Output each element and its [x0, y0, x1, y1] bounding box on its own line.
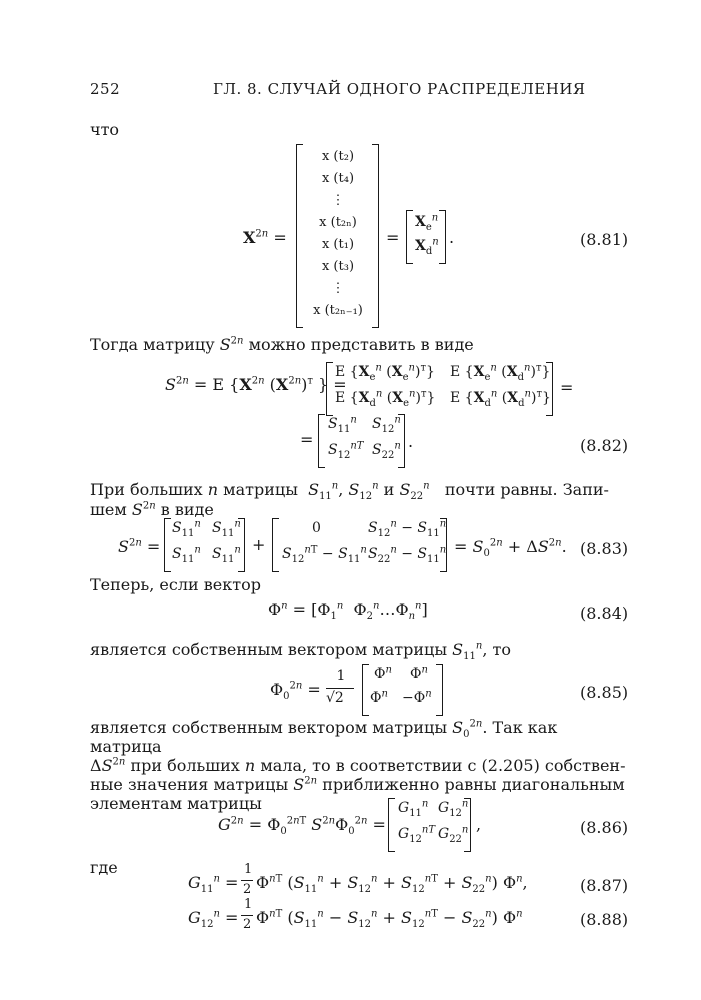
bracket-left	[326, 362, 333, 416]
running-title: ГЛ. 8. СЛУЧАЙ ОДНОГО РАСПРЕДЕЛЕНИЯ	[213, 80, 586, 98]
bracket-right	[238, 518, 245, 572]
bracket-right	[372, 144, 379, 328]
bracket-left	[318, 414, 325, 468]
equation-number: (8.84)	[580, 604, 629, 623]
vector-entry: x (t₄)	[321, 171, 355, 186]
equation-number: (8.88)	[580, 910, 629, 929]
bracket-left	[362, 664, 369, 716]
vector-xe-xd: $X_e^n$ $X_d^n$	[415, 212, 439, 257]
vector-x-entries	[303, 146, 373, 322]
bracket-right	[439, 210, 446, 264]
text-eigvec-1: является собственным вектором матрицы $S_{11}^n$, то	[90, 640, 511, 663]
eq-8-81-lhs: $X^{2n}$ =	[243, 228, 287, 247]
vector-entry: ⋮	[331, 281, 345, 296]
equation-number: (8.87)	[580, 876, 629, 895]
bracket-left	[296, 144, 303, 328]
equation-number: (8.86)	[580, 818, 629, 837]
vector-entry: x (t₃)	[321, 259, 355, 274]
vector-entry: x (t₂ₙ₋₁)	[313, 303, 363, 318]
text-eigvec-2: является собственным вектором матрицы $S_0^{2n}$. Так как матрица $\Delta S^{2n}$ при больших n мала, то в соответствии с (2.205) собствен- ные значения матрицы $S^{2n}$ приближенно равны диагональным элементам матрицы	[90, 718, 626, 813]
bracket-right	[436, 664, 443, 716]
vector-entry: ⋮	[331, 193, 345, 208]
text-that: что	[90, 120, 120, 139]
equation-number: (8.82)	[580, 436, 629, 455]
text-then: Тогда матрицу $S^{2n}$ можно представить в виде	[90, 335, 474, 354]
bracket-right	[398, 414, 405, 468]
equation-number: (8.81)	[580, 230, 629, 249]
text-write: шем $S^{2n}$ в виде	[90, 500, 214, 519]
vector-entry: x (t₂ₙ)	[319, 215, 357, 230]
eq-8-81-eq: =	[386, 228, 400, 247]
text-large-n: При больших n матрицы $S_{11}^n$, $S_{12}^n$ и $S_{22}^n$ почти равны. Запи-	[90, 480, 609, 503]
bracket-right	[464, 798, 471, 852]
bracket-right	[440, 518, 447, 572]
bracket-left	[272, 518, 279, 572]
bracket-left	[406, 210, 413, 264]
bracket-right	[546, 362, 553, 416]
bracket-left	[388, 798, 395, 852]
text-where: где	[90, 858, 118, 877]
vector-entry: x (t₁)	[321, 237, 355, 252]
vector-entry: x (t₂)	[321, 149, 355, 164]
bracket-left	[164, 518, 171, 572]
text-now: Теперь, если вектор	[90, 575, 261, 594]
equation-number: (8.83)	[580, 539, 629, 558]
equation-number: (8.85)	[580, 683, 629, 702]
eq-8-82-lhs: $S^{2n} = E$ {$X^{2n}$ $(X^{2n})^т$ } =	[165, 375, 347, 394]
page-number: 252	[90, 80, 121, 98]
